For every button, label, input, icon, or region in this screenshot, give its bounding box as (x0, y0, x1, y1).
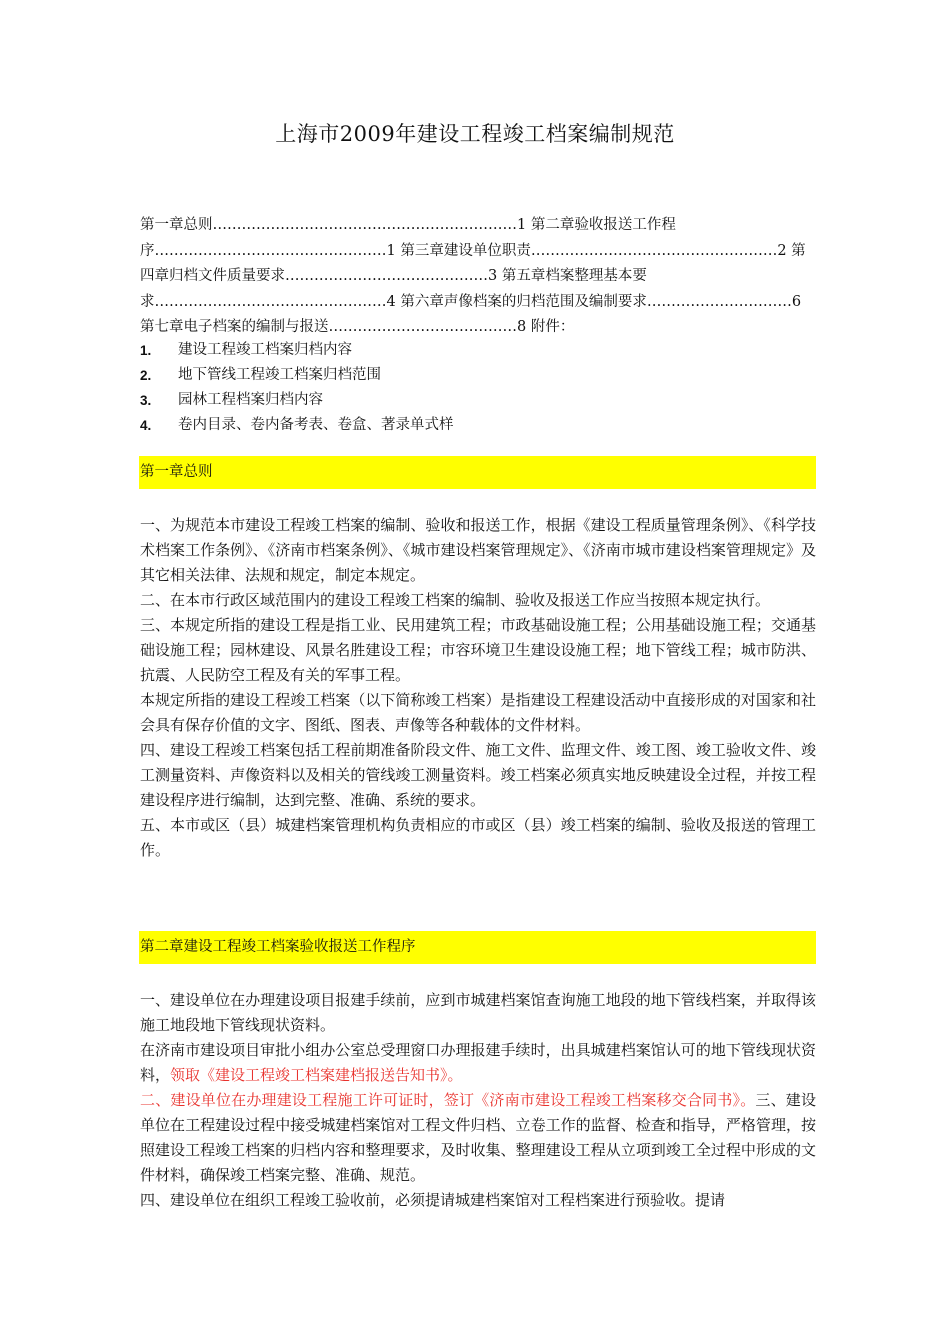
highlighted-text: 二、建设单位在办理建设工程施工许可证时，签订《济南市建设工程竣工档案移交合同书》。 (140, 1091, 756, 1109)
paragraph: 五、本市或区（县）城建档案管理机构负责相应的市或区（县）竣工档案的编制、验收及报送的管理工作。 (140, 816, 816, 859)
paragraph: 三、本规定所指的建设工程是指工业、民用建筑工程；市政基础设施工程；公用基础设施工程；交通基础设施工程；园林建设、风景名胜建设工程；市容环境卫生建设设施工程；地下管线工程；城市防洪、抗震、人民防空工程及有关的军事工程。 (140, 616, 816, 684)
list-text: 地下管线工程竣工档案归档范围 (178, 367, 381, 383)
chapter1-heading (139, 456, 816, 489)
paragraph: 本规定所指的建设工程竣工档案（以下简称竣工档案）是指建设工程建设活动中直接形成的对国家和社会具有保存价值的文字、图纸、图表、声像等各种载体的文件材料。 (140, 691, 816, 734)
chapter1-body (140, 513, 816, 863)
appendix-list (140, 338, 816, 438)
list-item (140, 363, 816, 388)
list-number: 3. (140, 393, 152, 408)
list-text: 建设工程竣工档案归档内容 (178, 342, 352, 358)
paragraph-text: 在济南市建设项目审批小组办公室总受理窗口办理报建手续时，出具城建档案馆认可的地下管线现状资料， (140, 1041, 816, 1084)
paragraph-text: 三、建设单位在工程建设过程中接受城建档案馆对工程文件归档、立卷工作的监督、检查和指导，严格管理，按照建设工程竣工档案的归档内容和整理要求，及时收集、整理建设工程从立项到竣工全过程中形成的文件材料，确保竣工档案完整、准确、规范。 (140, 1091, 816, 1184)
list-number: 4. (140, 418, 152, 433)
chapter2-body (140, 988, 816, 1213)
list-number: 2. (140, 368, 152, 383)
table-of-contents: 第一章总则………………………………………………………1 第二章验收报送工作程序…………………………………………1 第三章建设单位职责……………………………………………2 第四章归档文件质量要求……………………………………3 第五章档案整理基本要求…………………………………………4 第六章声像档案的归档范围及编制要求…………………………6 第七章电子档案的编制与报送…………………………………8 附件： (140, 217, 806, 336)
list-number: 1. (140, 343, 152, 358)
chapter2-heading-text: 第二章建设工程竣工档案验收报送工作程序 (140, 939, 416, 955)
list-text: 卷内目录、卷内备考表、卷盒、著录单式样 (178, 417, 454, 433)
paragraph: 四、建设工程竣工档案包括工程前期准备阶段文件、施工文件、监理文件、竣工图、竣工验收文件、竣工测量资料、声像资料以及相关的管线竣工测量资料。竣工档案必须真实地反映建设全过程，并按工程建设程序进行编制，达到完整、准确、系统的要求。 (140, 741, 816, 809)
paragraph (140, 1088, 816, 1188)
paragraph: 一、建设单位在办理建设项目报建手续前，应到市城建档案馆查询施工地段的地下管线档案，并取得该施工地段地下管线现状资料。 (140, 991, 816, 1034)
list-item (140, 388, 816, 413)
paragraph: 一、为规范本市建设工程竣工档案的编制、验收和报送工作，根据《建设工程质量管理条例》、《科学技术档案工作条例》、《济南市档案条例》、《城市建设档案管理规定》、《济南市城市建设档案管理规定》及其它相关法律、法规和规定，制定本规定。 (140, 516, 816, 584)
document-title: 上海市2009年建设工程竣工档案编制规范 (275, 122, 675, 146)
paragraph: 四、建设单位在组织工程竣工验收前，必须提请城建档案馆对工程档案进行预验收。提请 (140, 1191, 726, 1209)
highlighted-text: 领取《建设工程竣工档案建档报送告知书》。 (170, 1066, 463, 1084)
list-text: 园林工程档案归档内容 (178, 392, 323, 408)
list-item (140, 413, 816, 438)
list-item (140, 338, 816, 363)
paragraph (140, 1038, 816, 1088)
chapter2-heading (139, 931, 816, 964)
chapter1-heading-text: 第一章总则 (140, 464, 213, 480)
paragraph: 二、在本市行政区域范围内的建设工程竣工档案的编制、验收及报送工作应当按照本规定执行。 (140, 591, 771, 609)
